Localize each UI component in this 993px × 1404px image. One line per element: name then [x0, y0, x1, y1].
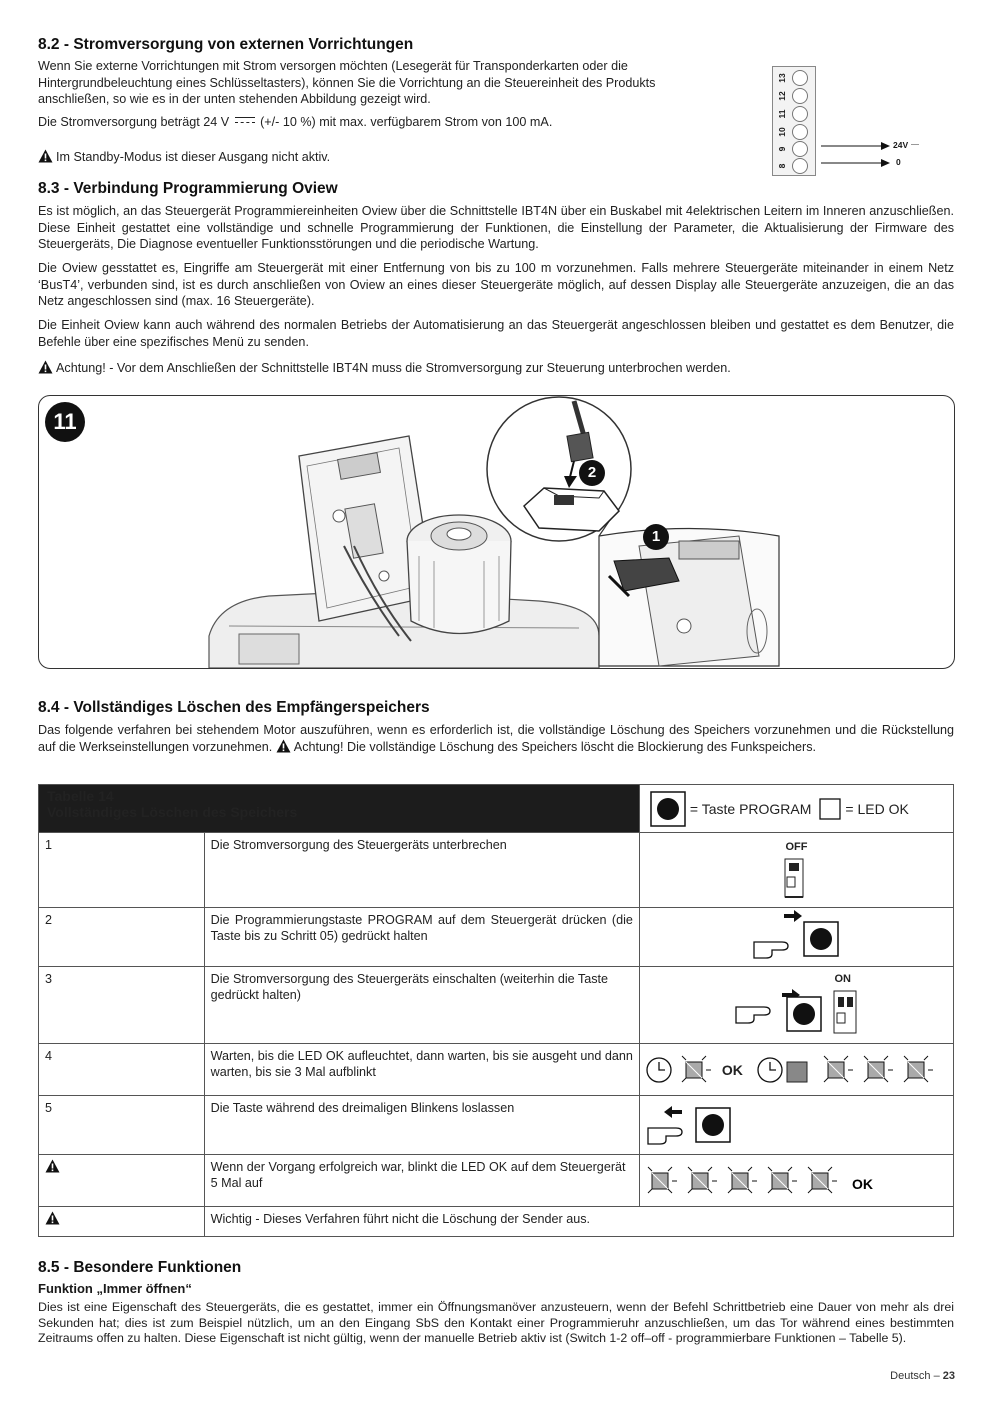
paragraph: Es ist möglich, an das Steuergerät Programmiereinheiten Oview über die Schnittstelle IBT4N über ein Buskabel mit 4elektrischen Leitern im Inneren anzuschließen. Diese Einheit gestattet eine vollständige und schnelle Programmierung der Funktionen, die Einstellung der Parameter, die Aktualisierung der Firmware des Steuergeräts, Die Diagnose eventueller Funktionsstörungen und die periodische Wartung. — [38, 204, 954, 251]
step-text: Wenn der Vorgang erfolgreich war, blinkt die LED OK auf dem Steuergerät 5 Mal auf — [204, 1155, 639, 1207]
page-number: 23 — [942, 1370, 955, 1382]
step-number: 3 — [39, 967, 205, 1044]
step-text: Die Taste während des dreimaligen Blinkens loslassen — [204, 1096, 639, 1155]
step-text: Die Programmierungstaste PROGRAM auf dem Steuergerät drücken (die Taste bis zu Schritt 05) gedrückt halten — [204, 908, 639, 967]
ok-label: OK — [721, 1061, 743, 1078]
press-program-icon — [642, 910, 942, 960]
press-and-power-on-icon — [642, 987, 942, 1037]
step-number: 5 — [39, 1096, 205, 1155]
paragraph: Das folgende verfahren bei stehendem Motor auszuführen, wenn es erforderlich ist, die vollständige Löschung des Speichers vorzunehmen und die Rückstellung auf die Werkseinstellungen vorzunehmen. Achtung! Die vollständige Löschung des Speichers löscht die Blockierung des Funkspeichers. — [38, 723, 954, 754]
label-24v: 24V — [893, 140, 919, 150]
step-number: 4 — [39, 1044, 205, 1096]
paragraph — [38, 114, 718, 131]
led-ok-icon — [819, 798, 841, 820]
text: Die Stromversorgung beträgt 24 V — [38, 115, 230, 129]
terminal-number: 10 — [777, 127, 787, 137]
terminal-hole — [792, 158, 808, 174]
warning-cell — [39, 1155, 205, 1207]
paragraph: Wenn Sie externe Vorrichtungen mit Strom versorgen möchten (Lesegerät für Transponderkarten oder die Hintergrundbeleuchtung eines Schlüsseltasters), können Sie die Vorrichtung an die Steuereinheit des Produkts anschließen, so wie es in der unten stehenden Abbildung gezeigt wird. — [38, 59, 656, 106]
step-illustration — [639, 1096, 953, 1155]
table-row — [39, 967, 954, 1044]
terminal-hole — [792, 106, 808, 122]
figure-11 — [38, 395, 955, 669]
led-blink-icon — [648, 1167, 677, 1193]
step-text: Wichtig - Dieses Verfahren führt nicht die Löschung der Sender aus. — [204, 1207, 953, 1237]
table-row — [39, 1096, 954, 1155]
callout-2: 2 — [579, 460, 605, 486]
terminal-hole — [792, 70, 808, 86]
step-text: Die Stromversorgung des Steuergeräts unterbrechen — [204, 833, 639, 908]
table-row — [39, 1044, 954, 1096]
terminal-number: 8 — [777, 163, 787, 169]
on-label: ON — [834, 973, 851, 985]
led-sequence-icon — [642, 1048, 942, 1088]
table-title: Tabelle 14 Vollständiges Löschen des Speichers — [39, 785, 640, 833]
step-illustration — [639, 1155, 953, 1207]
release-program-icon — [642, 1098, 942, 1148]
section-heading-8-5: 8.5 - Besondere Funktionen — [38, 1259, 242, 1276]
footer-language: Deutsch – — [890, 1370, 940, 1382]
led-blink-icon — [688, 1167, 717, 1193]
section-heading-8-2: 8.2 - Stromversorgung von externen Vorrichtungen — [38, 36, 414, 53]
led-blink-icon — [808, 1167, 837, 1193]
led-off-icon — [787, 1062, 807, 1082]
step-illustration — [639, 908, 953, 967]
warning-icon — [45, 1159, 60, 1173]
step-text: Die Stromversorgung des Steuergeräts einschalten (weiterhin die Taste gedrückt halten) — [204, 967, 639, 1044]
warning-cell — [39, 1207, 205, 1237]
terminal-number: 11 — [777, 109, 787, 119]
led-blink-icon — [682, 1056, 711, 1082]
warning-icon — [45, 1211, 60, 1225]
step-illustration — [639, 1044, 953, 1096]
led-blink-icon — [824, 1056, 853, 1082]
clock-icon — [647, 1058, 671, 1082]
table-row — [39, 1155, 954, 1207]
step-number: 2 — [39, 908, 205, 967]
step-number: 1 — [39, 833, 205, 908]
table-row — [39, 1207, 954, 1237]
paragraph: Dies ist eine Eigenschaft des Steuergeräts, die es gestattet, immer ein Öffnungsmanöver anzusteuern, wenn der Befehl Schrittbetrieb eine Dauer von mehr als drei Sekunden hat; dies ist zum Beispiel nützlich, um an den Eingang SbS den Kontakt einer Programmieruhr anzuschließen, um das Tor während eines bestimmten Zeitraums offen zu halten. Diese Eigenschaft ist nicht gültig, wenn der manuelle Betrieb aktiv ist (Switch 1-2 off–off - programmierbare Funktionen – Tabelle 5). — [38, 1300, 954, 1345]
ok-label: OK — [851, 1175, 873, 1192]
terminal-hole — [792, 141, 808, 157]
led-blink-icon — [768, 1167, 797, 1193]
figure-number-badge: 11 — [45, 402, 85, 442]
paragraph: Die Einheit Oview kann auch während des normalen Betriebs der Automatisierung an das Steuergerät angeschlossen bleiben und gestattet es dem Benutzer, die Befehle über eine spezifisches Menü zu senden. — [38, 318, 954, 349]
text: (+/- 10 %) mit max. verfügbarem Strom von 100 mA. — [260, 115, 553, 129]
terminal-hole — [792, 124, 808, 140]
subheading: Funktion „Immer öffnen“ — [38, 1281, 192, 1296]
table-row — [39, 908, 954, 967]
step-text: Warten, bis die LED OK aufleuchtet, dann warten, bis sie ausgeht und dann warten, bis sie 3 Mal aufblinkt — [204, 1044, 639, 1096]
section-heading-8-4: 8.4 - Vollständiges Löschen des Empfängerspeichers — [38, 699, 430, 716]
table-legend: = Taste PROGRAM = LED OK — [639, 785, 953, 833]
terminal-number: 12 — [777, 91, 787, 101]
terminal-number: 9 — [777, 146, 787, 152]
section-heading-8-3: 8.3 - Verbindung Programmierung Oview — [38, 180, 338, 197]
warning-icon — [38, 149, 53, 163]
step-illustration — [639, 833, 953, 908]
terminal-number: 13 — [777, 73, 787, 83]
terminal-numbers — [775, 69, 789, 173]
led-blink-icon — [904, 1056, 933, 1082]
led-blink-5-icon — [642, 1159, 942, 1199]
warning-icon — [38, 360, 53, 374]
off-label: OFF — [785, 841, 808, 853]
program-button-icon — [650, 791, 686, 827]
page-footer — [890, 1370, 955, 1382]
terminal-hole — [792, 88, 808, 104]
table-row — [39, 833, 954, 908]
terminal-block — [772, 66, 816, 176]
warning-line: Im Standby-Modus ist dieser Ausgang nicht aktiv. — [38, 149, 538, 166]
led-blink-icon — [864, 1056, 893, 1082]
label-0v: 0 — [896, 157, 901, 167]
breaker-off-icon — [642, 855, 942, 901]
led-blink-icon — [728, 1167, 757, 1193]
figure-illustration — [39, 396, 954, 668]
dc-symbol-icon — [235, 117, 255, 125]
callout-1: 1 — [643, 524, 669, 550]
warning-line: Achtung! - Vor dem Anschließen der Schnittstelle IBT4N muss die Stromversorgung zur Steuerung unterbrochen werden. — [38, 360, 954, 377]
step-illustration — [639, 967, 953, 1044]
table-14 — [38, 784, 954, 1237]
paragraph: Die Oview gesstattet es, Eingriffe am Steuergerät mit einer Entfernung von bis zu 100 m vorzunehmen. Falls mehrere Steuergeräte miteinander in einem Netz ‘BusT4’, verbunden sind, ist es durch anschließen von Oview an eines dieser Steuergeräte möglich, auf dessen Display alle Steuergeräte anzuzeigen, die an das Netz angeschlossen sind (max. 16 Steuergeräte). — [38, 261, 954, 308]
clock-icon — [758, 1058, 782, 1082]
warning-icon — [276, 739, 291, 753]
